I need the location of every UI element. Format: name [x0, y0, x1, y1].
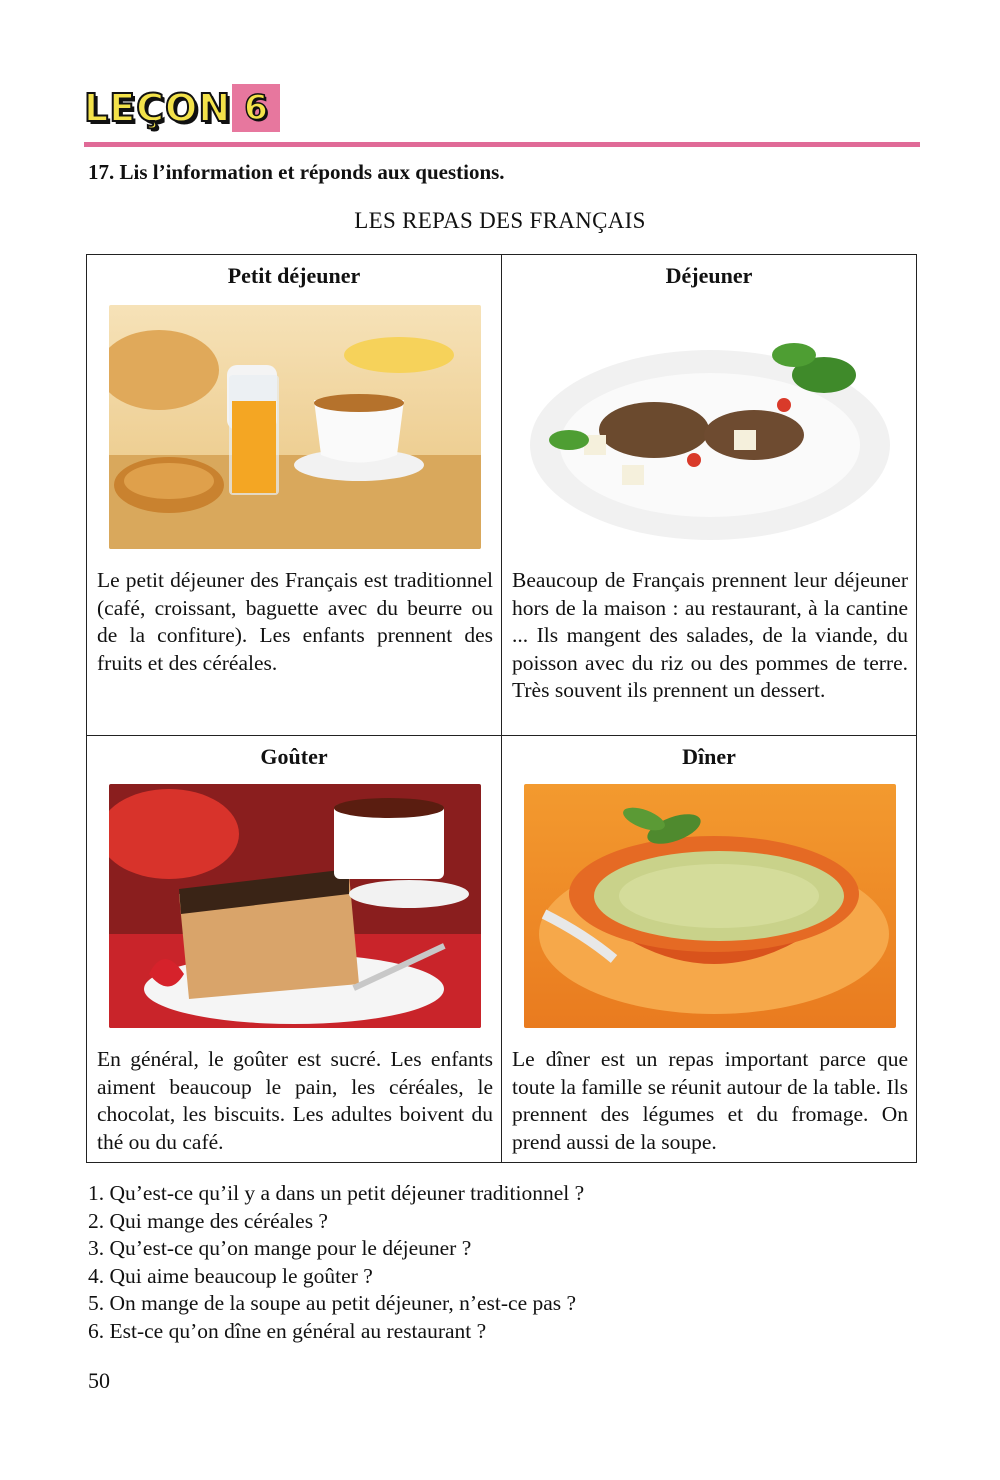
exercise-instruction: 17. Lis l’information et réponds aux questions. [88, 160, 505, 184]
question-item: 5. On mange de la soupe au petit déjeuner, n’est-ce pas ? [88, 1291, 577, 1315]
snack-photo [109, 784, 481, 1028]
meal-description: Beaucoup de Français prennent leur déjeuner hors de la maison : au restaurant, à la cantine ... Ils mangent des salades, de la viande, du poisson avec du riz ou des pommes de terre. Très souvent ils prennent un dessert. [512, 568, 908, 702]
meal-description: Le dîner est un repas important parce que toute la famille se réunit autour de la table. Ils prennent des légumes et du fromage. On prend aussi de la soupe. [512, 1047, 908, 1154]
header-divider [84, 142, 920, 147]
meal-title: Petit déjeuner [227, 263, 361, 288]
questions-list [88, 1180, 584, 1345]
lesson-title: LEÇON [84, 86, 232, 130]
question-item: 3. Qu’est-ce qu’on mange pour le déjeuner ? [88, 1236, 472, 1260]
dinner-photo [524, 784, 896, 1028]
question-item: 4. Qui aime beaucoup le goûter ? [88, 1263, 373, 1288]
meal-cell-lunch [502, 255, 917, 736]
meal-cell-dinner [502, 736, 917, 1163]
question-item: 6. Est-ce qu’on dîne en général au restaurant ? [88, 1318, 487, 1343]
meal-title: Goûter [260, 744, 328, 769]
breakfast-photo [109, 305, 481, 549]
page-number: 50 [88, 1368, 110, 1393]
meal-cell-breakfast [87, 255, 502, 736]
question-item: 1. Qu’est-ce qu’il y a dans un petit déjeuner traditionnel ? [88, 1181, 585, 1205]
meals-table [86, 254, 917, 1163]
lunch-photo [524, 305, 896, 549]
meal-title: Dîner [682, 744, 736, 769]
document-title: LES REPAS DES FRANÇAIS [354, 208, 646, 233]
meal-cell-snack [87, 736, 502, 1163]
meal-description: Le petit déjeuner des Français est traditionnel (café, croissant, baguette avec du beurre ou de la confiture). Les enfants prennent des fruits et des céréales. [97, 568, 493, 675]
meal-title: Déjeuner [665, 263, 753, 288]
meal-description: En général, le goûter est sucré. Les enfants aiment beaucoup le pain, les céréales, le chocolat, les biscuits. Les adultes boivent du thé ou du café. [97, 1047, 493, 1154]
lesson-number-badge: 6 [232, 84, 280, 132]
question-item: 2. Qui mange des céréales ? [88, 1208, 328, 1233]
